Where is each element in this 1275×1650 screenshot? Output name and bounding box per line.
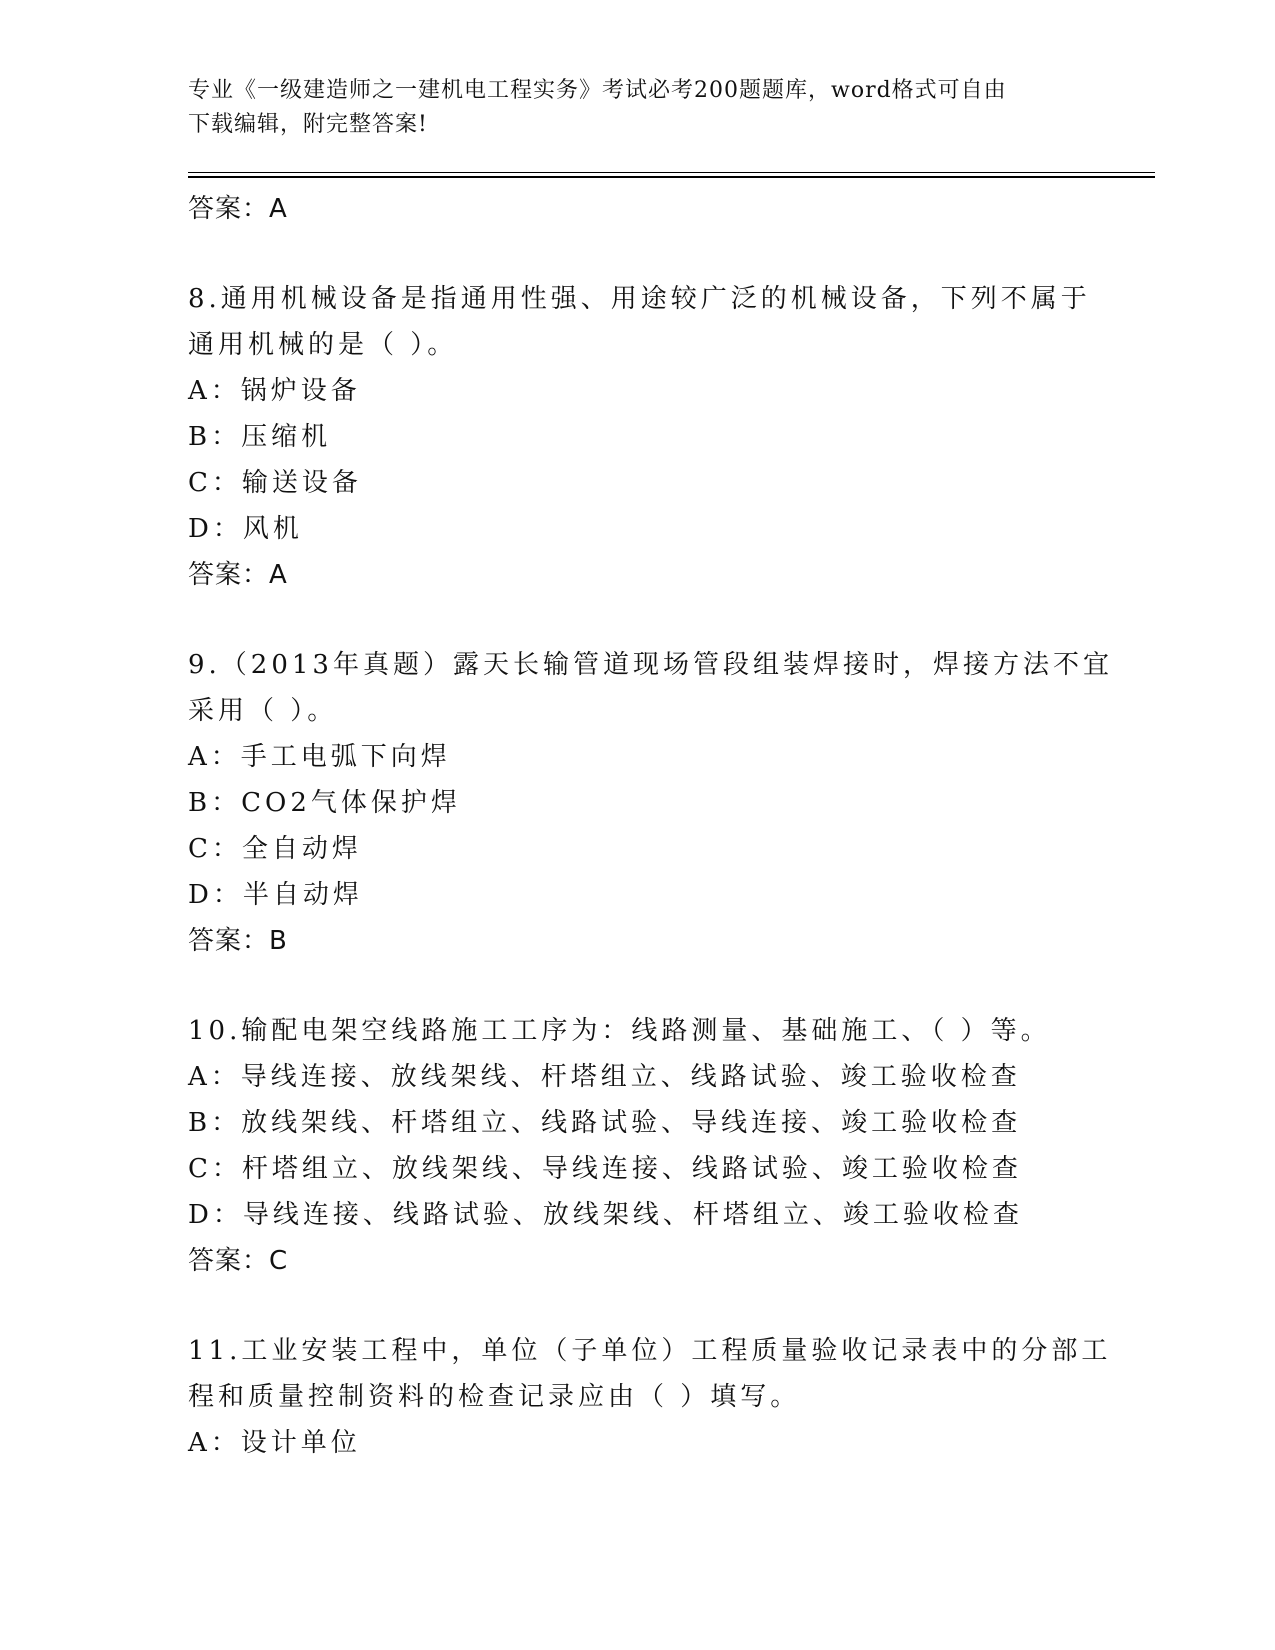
header-line-2: 下载编辑，附完整答案! xyxy=(188,112,428,137)
question-stem-line: 通用机械的是（ ）。 xyxy=(188,330,458,360)
question-stem-line: 10.输配电架空线路施工工序为：线路测量、基础施工、（ ）等。 xyxy=(188,1016,1051,1046)
question-stem-line: 11.工业安装工程中，单位（子单位）工程质量验收记录表中的分部工 xyxy=(188,1336,1112,1366)
option-a: A：手工电弧下向焊 xyxy=(188,742,451,772)
page-header xyxy=(188,74,1088,142)
option-c: C：全自动焊 xyxy=(188,834,362,864)
option-a: A：设计单位 xyxy=(188,1428,361,1458)
answer-line: 答案：C xyxy=(188,1246,289,1276)
answer-line: 答案：B xyxy=(188,926,288,956)
option-c: C：输送设备 xyxy=(188,468,362,498)
document-body xyxy=(188,186,1138,1466)
question-block xyxy=(188,1328,1138,1466)
question-block xyxy=(188,276,1138,598)
option-d: D：半自动焊 xyxy=(188,880,363,910)
option-b: B：放线架线、杆塔组立、线路试验、导线连接、竣工验收检查 xyxy=(188,1108,1022,1138)
spacer xyxy=(188,964,1138,1008)
option-d: D：导线连接、线路试验、放线架线、杆塔组立、竣工验收检查 xyxy=(188,1200,1023,1230)
answer-line: 答案：A xyxy=(188,194,288,224)
question-block xyxy=(188,642,1138,964)
question-block xyxy=(188,1008,1138,1284)
question-stem-line: 采用（ ）。 xyxy=(188,696,338,726)
option-b: B：压缩机 xyxy=(188,422,332,452)
header-line-1: 专业《一级建造师之一建机电工程实务》考试必考200题题库，word格式可自由 xyxy=(188,78,1007,103)
option-c: C：杆塔组立、放线架线、导线连接、线路试验、竣工验收检查 xyxy=(188,1154,1022,1184)
answer-line: 答案：A xyxy=(188,560,288,590)
question-stem-line: 8.通用机械设备是指通用性强、用途较广泛的机械设备，下列不属于 xyxy=(188,284,1091,314)
spacer xyxy=(188,598,1138,642)
option-a: A：导线连接、放线架线、杆塔组立、线路试验、竣工验收检查 xyxy=(188,1062,1021,1092)
option-d: D：风机 xyxy=(188,514,303,544)
option-b: B：CO2气体保护焊 xyxy=(188,788,461,818)
spacer xyxy=(188,1284,1138,1328)
header-divider-thin xyxy=(188,172,1155,173)
header-divider-thick xyxy=(188,176,1155,178)
question-stem-line: 9.（2013年真题）露天长输管道现场管段组装焊接时，焊接方法不宜 xyxy=(188,650,1113,680)
spacer xyxy=(188,232,1138,276)
option-a: A：锅炉设备 xyxy=(188,376,361,406)
question-stem-line: 程和质量控制资料的检查记录应由（ ）填写。 xyxy=(188,1382,801,1412)
